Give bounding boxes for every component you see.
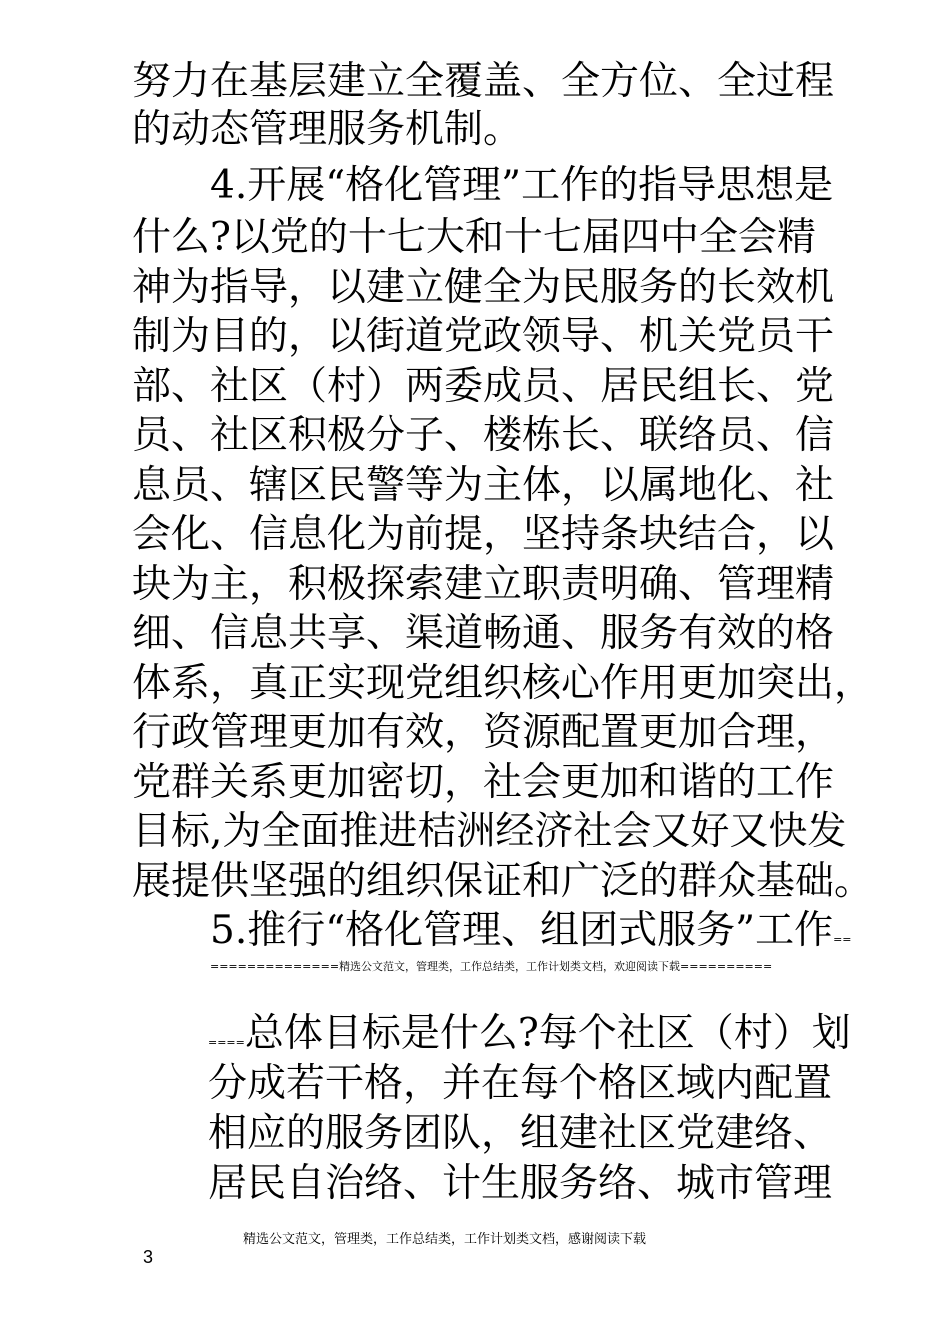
- text-line: 展提供坚强的组织保证和广泛的群众基础。: [132, 859, 874, 904]
- text-line: 块为主，积极探索建立职责明确、管理精: [132, 562, 835, 607]
- text-line: 制为目的，以街道党政领导、机关党员干: [132, 314, 835, 359]
- text-line: 努力在基层建立全覆盖、全方位、全过程: [132, 59, 835, 104]
- continuation-marks: ====: [208, 1036, 245, 1049]
- separator-banner: ==============精选公文范文，管理类，工作总结类，工作计划类文档，欢迎阅读下载==========: [210, 960, 773, 973]
- text-line: 党群关系更加密切，社会更加和谐的工作: [132, 760, 835, 805]
- line-end-marks: ==: [833, 933, 852, 946]
- text-line: 什么?以党的十七大和十七届四中全会精: [132, 215, 816, 260]
- text-line: 体系，真正实现党组织核心作用更加突出，: [132, 661, 874, 706]
- text-line: 细、信息共享、渠道畅通、服务有效的格: [132, 611, 835, 656]
- text-line: 4.开展“格化管理”工作的指导思想是: [210, 163, 834, 208]
- text-line: 员、社区积极分子、楼栋长、联络员、信: [132, 413, 835, 458]
- text-line: 的动态管理服务机制。: [132, 107, 523, 152]
- text-line: 相应的服务团队，组建社区党建络、: [208, 1111, 833, 1156]
- text-line: 神为指导，以建立健全为民服务的长效机: [132, 265, 835, 310]
- text-line: [208, 1010, 851, 1067]
- text-line: [210, 907, 852, 964]
- item-5-heading: 5.推行“格化管理、组团式服务”工作: [210, 908, 834, 953]
- text-line: 分成若干格，并在每个格区域内配置: [208, 1061, 833, 1106]
- footer-note: 精选公文范文，管理类，工作总结类，工作计划类文档，感谢阅读下载: [243, 1232, 647, 1247]
- text-line: 居民自治络、计生服务络、城市管理: [208, 1161, 833, 1206]
- text-line: 部、社区（村）两委成员、居民组长、党: [132, 364, 835, 409]
- text-line: 息员、辖区民警等为主体，以属地化、社: [132, 463, 835, 508]
- text-line: 会化、信息化为前提，坚持条块结合，以: [132, 512, 835, 557]
- text-line: 目标,为全面推进桔洲经济社会又好又快发: [132, 809, 847, 854]
- page-number: 3: [143, 1247, 154, 1267]
- text-line: 行政管理更加有效，资源配置更加合理，: [132, 710, 835, 755]
- continuation-text: 总体目标是什么?每个社区（村）划: [244, 1011, 851, 1056]
